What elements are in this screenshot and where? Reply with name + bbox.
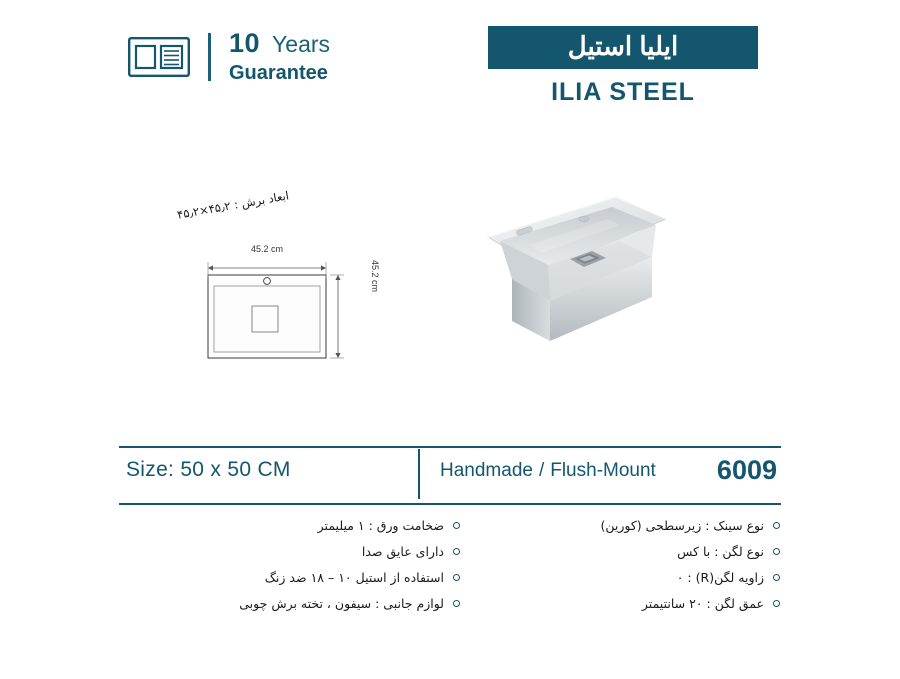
list-item <box>460 564 780 590</box>
spec-rule-top <box>119 446 781 448</box>
list-item-label: دارای عایق صدا <box>361 543 444 559</box>
guarantee-divider <box>208 33 211 81</box>
guarantee-years-number: 10 <box>229 28 261 58</box>
brand-logo <box>488 26 758 107</box>
product-photo <box>470 175 670 375</box>
spec-rule-bottom <box>119 503 781 505</box>
bullet-dot-icon <box>773 574 780 581</box>
bullet-dot-icon <box>453 548 460 555</box>
guarantee-word: Guarantee <box>229 62 328 85</box>
brand-name-fa: ایلیا استیل <box>488 26 758 69</box>
technical-drawing <box>170 188 380 380</box>
list-item-label: نوع لگن : با کس <box>677 543 764 559</box>
list-item-label: زاویه لگن(R) : ۰ <box>676 569 764 585</box>
spec-vertical-separator <box>418 449 420 499</box>
bullet-dot-icon <box>773 600 780 607</box>
type-separator: / <box>538 460 545 481</box>
specs-list-right <box>460 512 780 616</box>
list-item-label: لوازم جانبی : سیفون ، تخته برش چوبی <box>239 595 444 611</box>
list-item-label: ضخامت ورق : ۱ میلیمتر <box>317 517 444 533</box>
list-item <box>460 512 780 538</box>
mount-type-label <box>440 460 656 482</box>
model-number: 6009 <box>716 455 777 485</box>
list-item-label: نوع سینک : زیرسطحی (کورین) <box>600 517 764 533</box>
list-item <box>130 538 460 564</box>
flush-mount-label: Flush-Mount <box>550 460 656 481</box>
bullet-dot-icon <box>453 600 460 607</box>
bullet-dot-icon <box>453 574 460 581</box>
guarantee-badge <box>128 28 330 85</box>
size-label: Size: 50 x 50 CM <box>126 458 291 481</box>
bullet-dot-icon <box>453 522 460 529</box>
guarantee-years-word: Years <box>272 31 331 57</box>
drawing-width-label: 45.2 cm <box>250 244 283 254</box>
drawing-height-label: 45.2 cm <box>370 260 380 293</box>
sink-render-svg <box>470 175 670 375</box>
cut-dimensions-label: ابعاد برش : ۴۵٫۲×۴۵٫۲ <box>176 188 290 222</box>
bullet-dot-icon <box>773 522 780 529</box>
list-item <box>460 538 780 564</box>
list-item <box>460 590 780 616</box>
specs-list-left <box>130 512 460 616</box>
brand-name-en: ILIA STEEL <box>551 78 695 106</box>
handmade-label: Handmade <box>440 460 533 481</box>
list-item-label: عمق لگن : ۲۰ سانتیمتر <box>641 595 764 611</box>
list-item <box>130 590 460 616</box>
drawing-svg <box>170 200 370 380</box>
guarantee-text <box>229 28 330 85</box>
list-item-label: استفاده از استیل ۱۰ – ۱۸ ضد زنگ <box>264 569 444 585</box>
sink-outline-icon <box>128 37 190 77</box>
bullet-dot-icon <box>773 548 780 555</box>
list-item <box>130 564 460 590</box>
list-item <box>130 512 460 538</box>
